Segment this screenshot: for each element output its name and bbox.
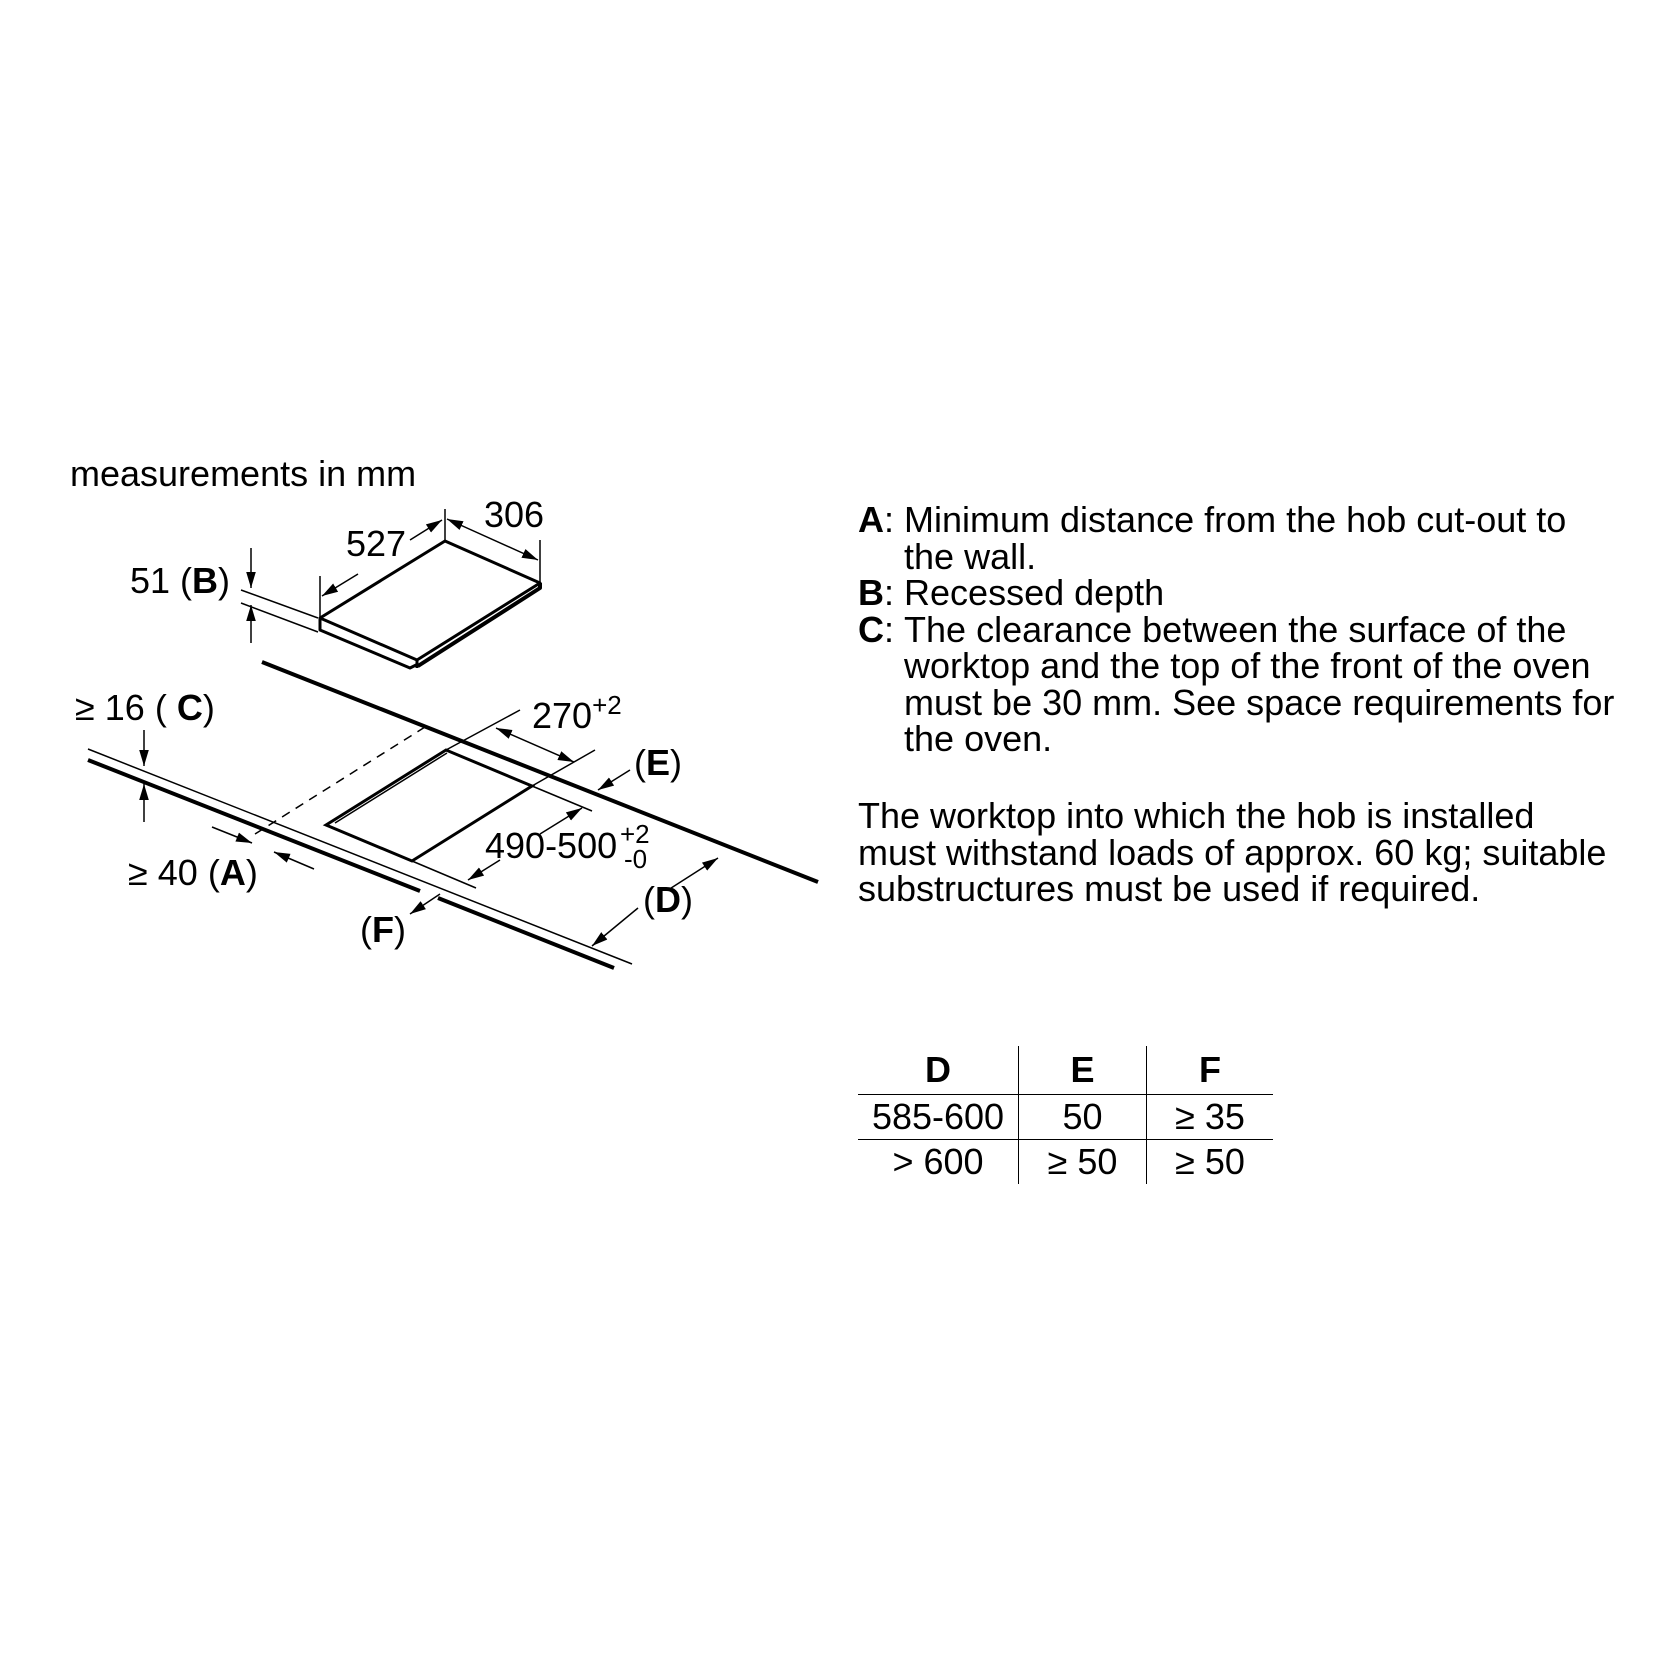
dimension-306-label: 306 xyxy=(484,494,545,535)
dimension-270-label: $270^{+2}$ xyxy=(532,690,622,736)
legend-sep: : xyxy=(884,608,895,650)
table-row xyxy=(858,1095,1273,1140)
dimension-490-500-tol-minus: -0 xyxy=(624,844,648,874)
recess-depth-label: 51 (B) xyxy=(130,560,231,601)
table-cell: 585-600 xyxy=(858,1095,1019,1140)
dimension-e-arrow xyxy=(598,770,630,790)
table-cell: ≥ 35 xyxy=(1147,1095,1274,1140)
table-cell: ≥ 50 xyxy=(1147,1140,1274,1185)
legend-entry-a xyxy=(858,499,1618,577)
dimension-51 xyxy=(241,548,318,643)
legend-key: A xyxy=(858,499,884,540)
legend-key: C xyxy=(858,608,884,650)
load-note: The worktop into which the hob is installed must withstand loads of approx. 60 kg; suitable substructures must be used if required. xyxy=(858,795,1607,909)
legend-entry-c xyxy=(858,608,1618,759)
legend-sep: : xyxy=(884,499,895,540)
legend-key: B xyxy=(858,572,884,613)
label-e: (E) xyxy=(634,742,683,783)
table-cell: ≥ 50 xyxy=(1019,1140,1147,1185)
legend-entry-b xyxy=(858,572,1618,613)
table-cell: > 600 xyxy=(858,1140,1019,1185)
table-header-d: D xyxy=(925,1049,951,1090)
table-header-f: F xyxy=(1147,1046,1274,1095)
dimension-527-label: 527 xyxy=(346,523,407,564)
dimension-490-500-tol-plus: +2 xyxy=(620,819,650,849)
legend-sep: : xyxy=(884,572,895,613)
dimensions-table xyxy=(858,1046,1273,1184)
dimension-490-500-label: 490-500 xyxy=(485,825,618,866)
label-d: (D) xyxy=(643,879,693,920)
clearance-label: ≥ 16 ( C) xyxy=(75,687,215,728)
legend-text: Recessed depth xyxy=(904,572,1165,613)
wall-distance-label: ≥ 40 (A) xyxy=(128,852,258,893)
table-header-row xyxy=(858,1046,1273,1095)
legend xyxy=(858,499,1618,759)
dimension-f-arrow xyxy=(410,894,440,914)
units-label: measurements in mm xyxy=(70,453,417,494)
table-cell: 50 xyxy=(1019,1095,1147,1140)
label-f: (F) xyxy=(360,909,406,950)
table-header-e: E xyxy=(1019,1046,1147,1095)
legend-text: Minimum distance from the hob cut-out to the wall. xyxy=(904,499,1567,577)
legend-text: The clearance between the surface of the worktop and the top of the front of the oven must be 30 mm. See space requirements for the oven. xyxy=(904,608,1615,759)
table-row xyxy=(858,1140,1273,1185)
